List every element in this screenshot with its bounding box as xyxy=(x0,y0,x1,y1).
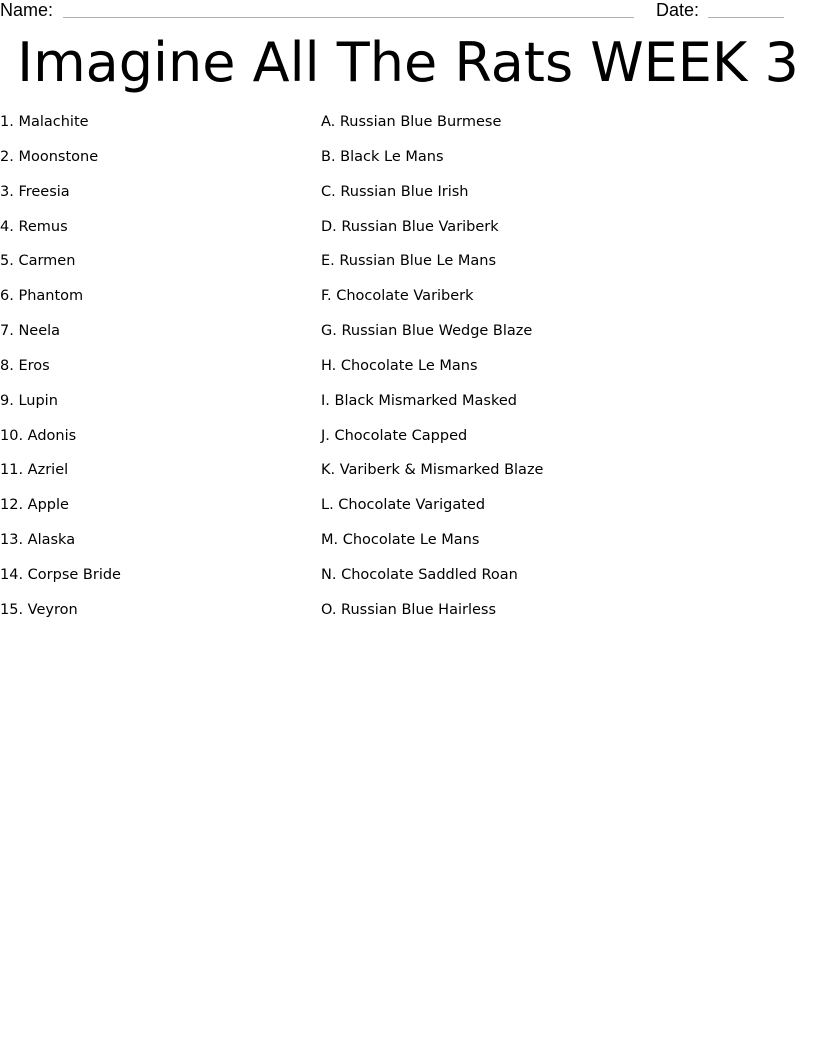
list-item: B. Black Le Mans xyxy=(321,148,444,165)
list-item: 1. Malachite xyxy=(0,114,89,130)
list-item: 12. Apple xyxy=(0,497,69,514)
list-item: F. Chocolate Variberk xyxy=(321,288,474,305)
list-item: 13. Alaska xyxy=(0,532,76,549)
date-label: Date: xyxy=(656,0,700,20)
rat-varieties-list xyxy=(321,108,543,631)
list-item: 8. Eros xyxy=(0,357,50,374)
list-item: I. Black Mismarked Masked xyxy=(321,392,517,409)
list-item: K. Variberk & Mismarked Blaze xyxy=(321,462,544,479)
list-item: M. Chocolate Le Mans xyxy=(321,532,480,549)
list-item: 5. Carmen xyxy=(0,253,76,270)
list-item: H. Chocolate Le Mans xyxy=(321,357,478,374)
worksheet-header xyxy=(0,0,816,22)
list-item: E. Russian Blue Le Mans xyxy=(321,253,497,270)
list-item: L. Chocolate Varigated xyxy=(321,497,486,514)
list-item: O. Russian Blue Hairless xyxy=(321,601,497,618)
date-write-line[interactable] xyxy=(708,17,784,18)
list-item: D. Russian Blue Variberk xyxy=(321,218,499,235)
list-item: 7. Neela xyxy=(0,323,61,340)
list-item: G. Russian Blue Wedge Blaze xyxy=(321,323,533,340)
page-title: Imagine All The Rats WEEK 3 xyxy=(17,31,799,94)
list-item: 15. Veyron xyxy=(0,601,78,618)
list-item: 6. Phantom xyxy=(0,288,84,305)
list-item: 14. Corpse Bride xyxy=(0,566,121,583)
name-write-line[interactable] xyxy=(63,17,634,18)
name-label: Name: xyxy=(0,0,54,20)
list-item: 9. Lupin xyxy=(0,392,58,409)
list-item: J. Chocolate Capped xyxy=(321,427,468,444)
list-item: 2. Moonstone xyxy=(0,148,99,165)
list-item: C. Russian Blue Irish xyxy=(321,183,469,200)
list-item: 4. Remus xyxy=(0,218,68,235)
list-item: 3. Freesia xyxy=(0,183,70,200)
list-item: A. Russian Blue Burmese xyxy=(321,114,502,130)
list-item: 11. Azriel xyxy=(0,462,69,479)
rat-names-list xyxy=(0,108,121,631)
list-item: 10. Adonis xyxy=(0,427,77,444)
list-item: N. Chocolate Saddled Roan xyxy=(321,566,518,583)
